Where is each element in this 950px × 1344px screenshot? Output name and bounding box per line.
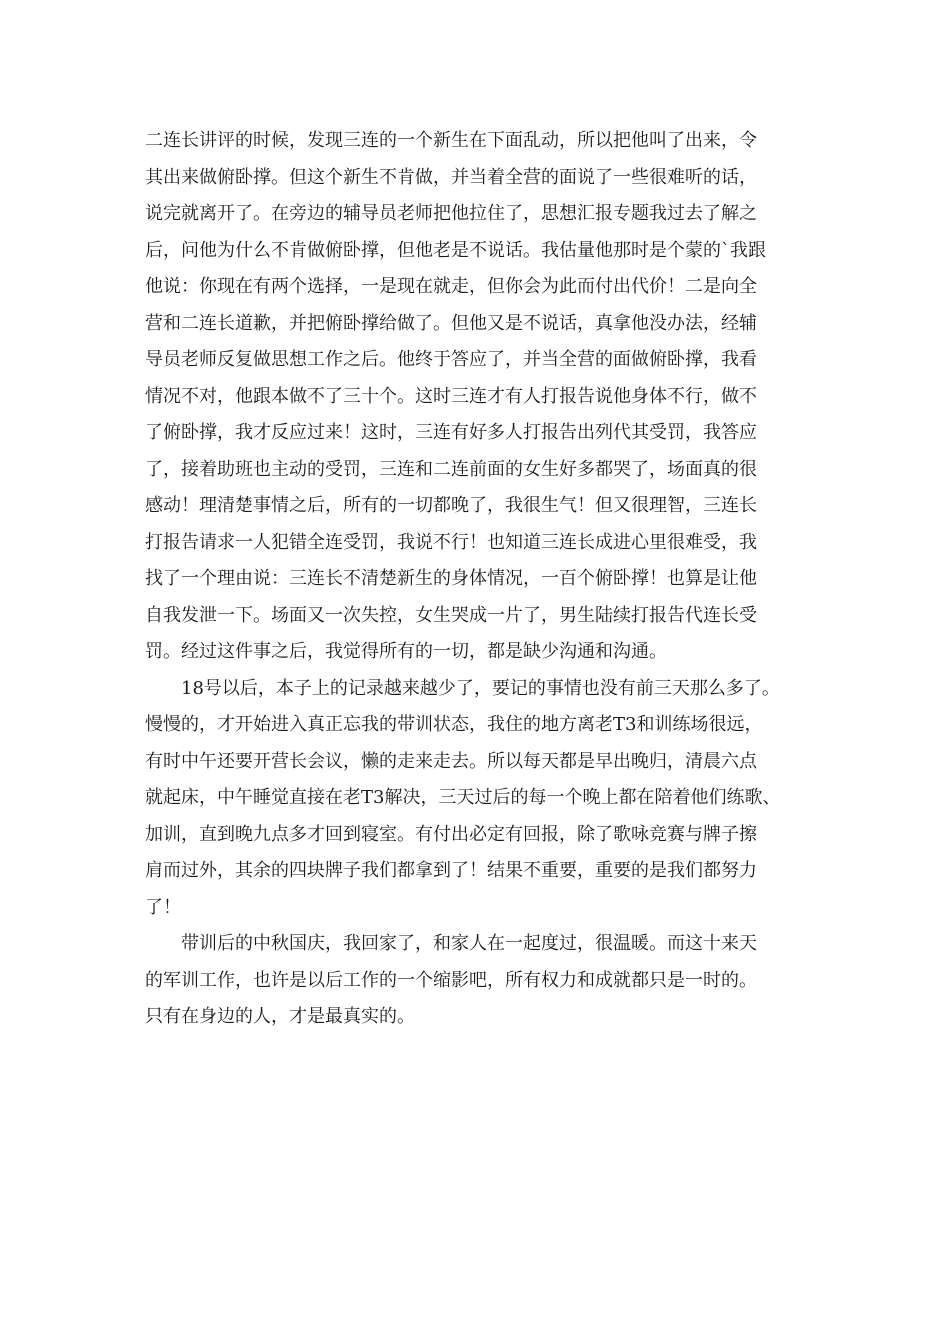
text-line: 肩而过外，其余的四块牌子我们都拿到了！结果不重要，重要的是我们都努力	[145, 860, 757, 881]
text-line: 带训后的中秋国庆，我回家了，和家人在一起度过，很温暖。而这十来天	[181, 933, 757, 954]
text-line: 导员老师反复做思想工作之后。他终于答应了，并当全营的面做俯卧撑，我看	[145, 349, 757, 370]
text-line: 只有在身边的人，才是最真实的。	[145, 1006, 415, 1027]
text-line: 说完就离开了。在旁边的辅导员老师把他拉住了，思想汇报专题我过去了解之	[145, 203, 757, 224]
text-line: 后，问他为什么不肯做俯卧撑，但他老是不说话。我估量他那时是个蒙的`我跟	[145, 239, 766, 261]
text-line: 他说：你现在有两个选择，一是现在就走，但你会为此而付出代价！二是向全	[145, 276, 757, 297]
text-line: 慢慢的，才开始进入真正忘我的带训状态，我住的地方离老T3和训练场很远，	[145, 714, 763, 735]
text-line: 的军训工作，也许是以后工作的一个缩影吧，所有权力和成就都只是一时的。	[145, 969, 757, 991]
text-line: 有时中午还要开营长会议，懒的走来走去。所以每天都是早出晚归，清晨六点	[145, 750, 757, 772]
text-line: 其出来做俯卧撑。但这个新生不肯做，并当着全营的面说了一些很难听的话，	[145, 166, 757, 188]
text-line: 就起床，中午睡觉直接在老T3解决，三天过后的每一个晚上都在陪着他们练歌、	[145, 787, 781, 808]
text-line: 自我发泄一下。场面又一次失控，女生哭成一片了，男生陆续打报告代连长受	[145, 604, 757, 626]
text-line: 了，接着助班也主动的受罚，三连和二连前面的女生好多都哭了，场面真的很	[145, 458, 757, 480]
text-line: 了俯卧撑，我才反应过来！这时，三连有好多人打报告出列代其受罚，我答应	[145, 422, 757, 443]
text-line: 加训，直到晚九点多才回到寝室。有付出必定有回报，除了歌咏竞赛与牌子擦	[145, 823, 757, 845]
text-line: 营和二连长道歉，并把俯卧撑给做了。但他又是不说话，真拿他没办法，经辅	[145, 312, 757, 334]
text-line: 打报告请求一人犯错全连受罚，我说不行！也知道三连长成进心里很难受，我	[145, 531, 757, 553]
text-line: 18号以后，本子上的记录越来越少了，要记的事情也没有前三天那么多了。	[181, 677, 780, 699]
text-line: 情况不对，他跟本做不了三十个。这时三连才有人打报告说他身体不行，做不	[145, 385, 757, 407]
text-line: 感动！理清楚事情之后，所有的一切都晚了，我很生气！但又很理智，三连长	[145, 495, 757, 516]
text-line: 罚。经过这件事之后，我觉得所有的一切，都是缺少沟通和沟通。	[145, 641, 667, 662]
text-line: 二连长讲评的时候，发现三连的一个新生在下面乱动，所以把他叫了出来，令	[145, 130, 757, 151]
text-line: 找了一个理由说：三连长不清楚新生的身体情况，一百个俯卧撑！也算是让他	[145, 568, 757, 589]
text-line: 了！	[145, 896, 181, 918]
body-text	[145, 123, 815, 1036]
